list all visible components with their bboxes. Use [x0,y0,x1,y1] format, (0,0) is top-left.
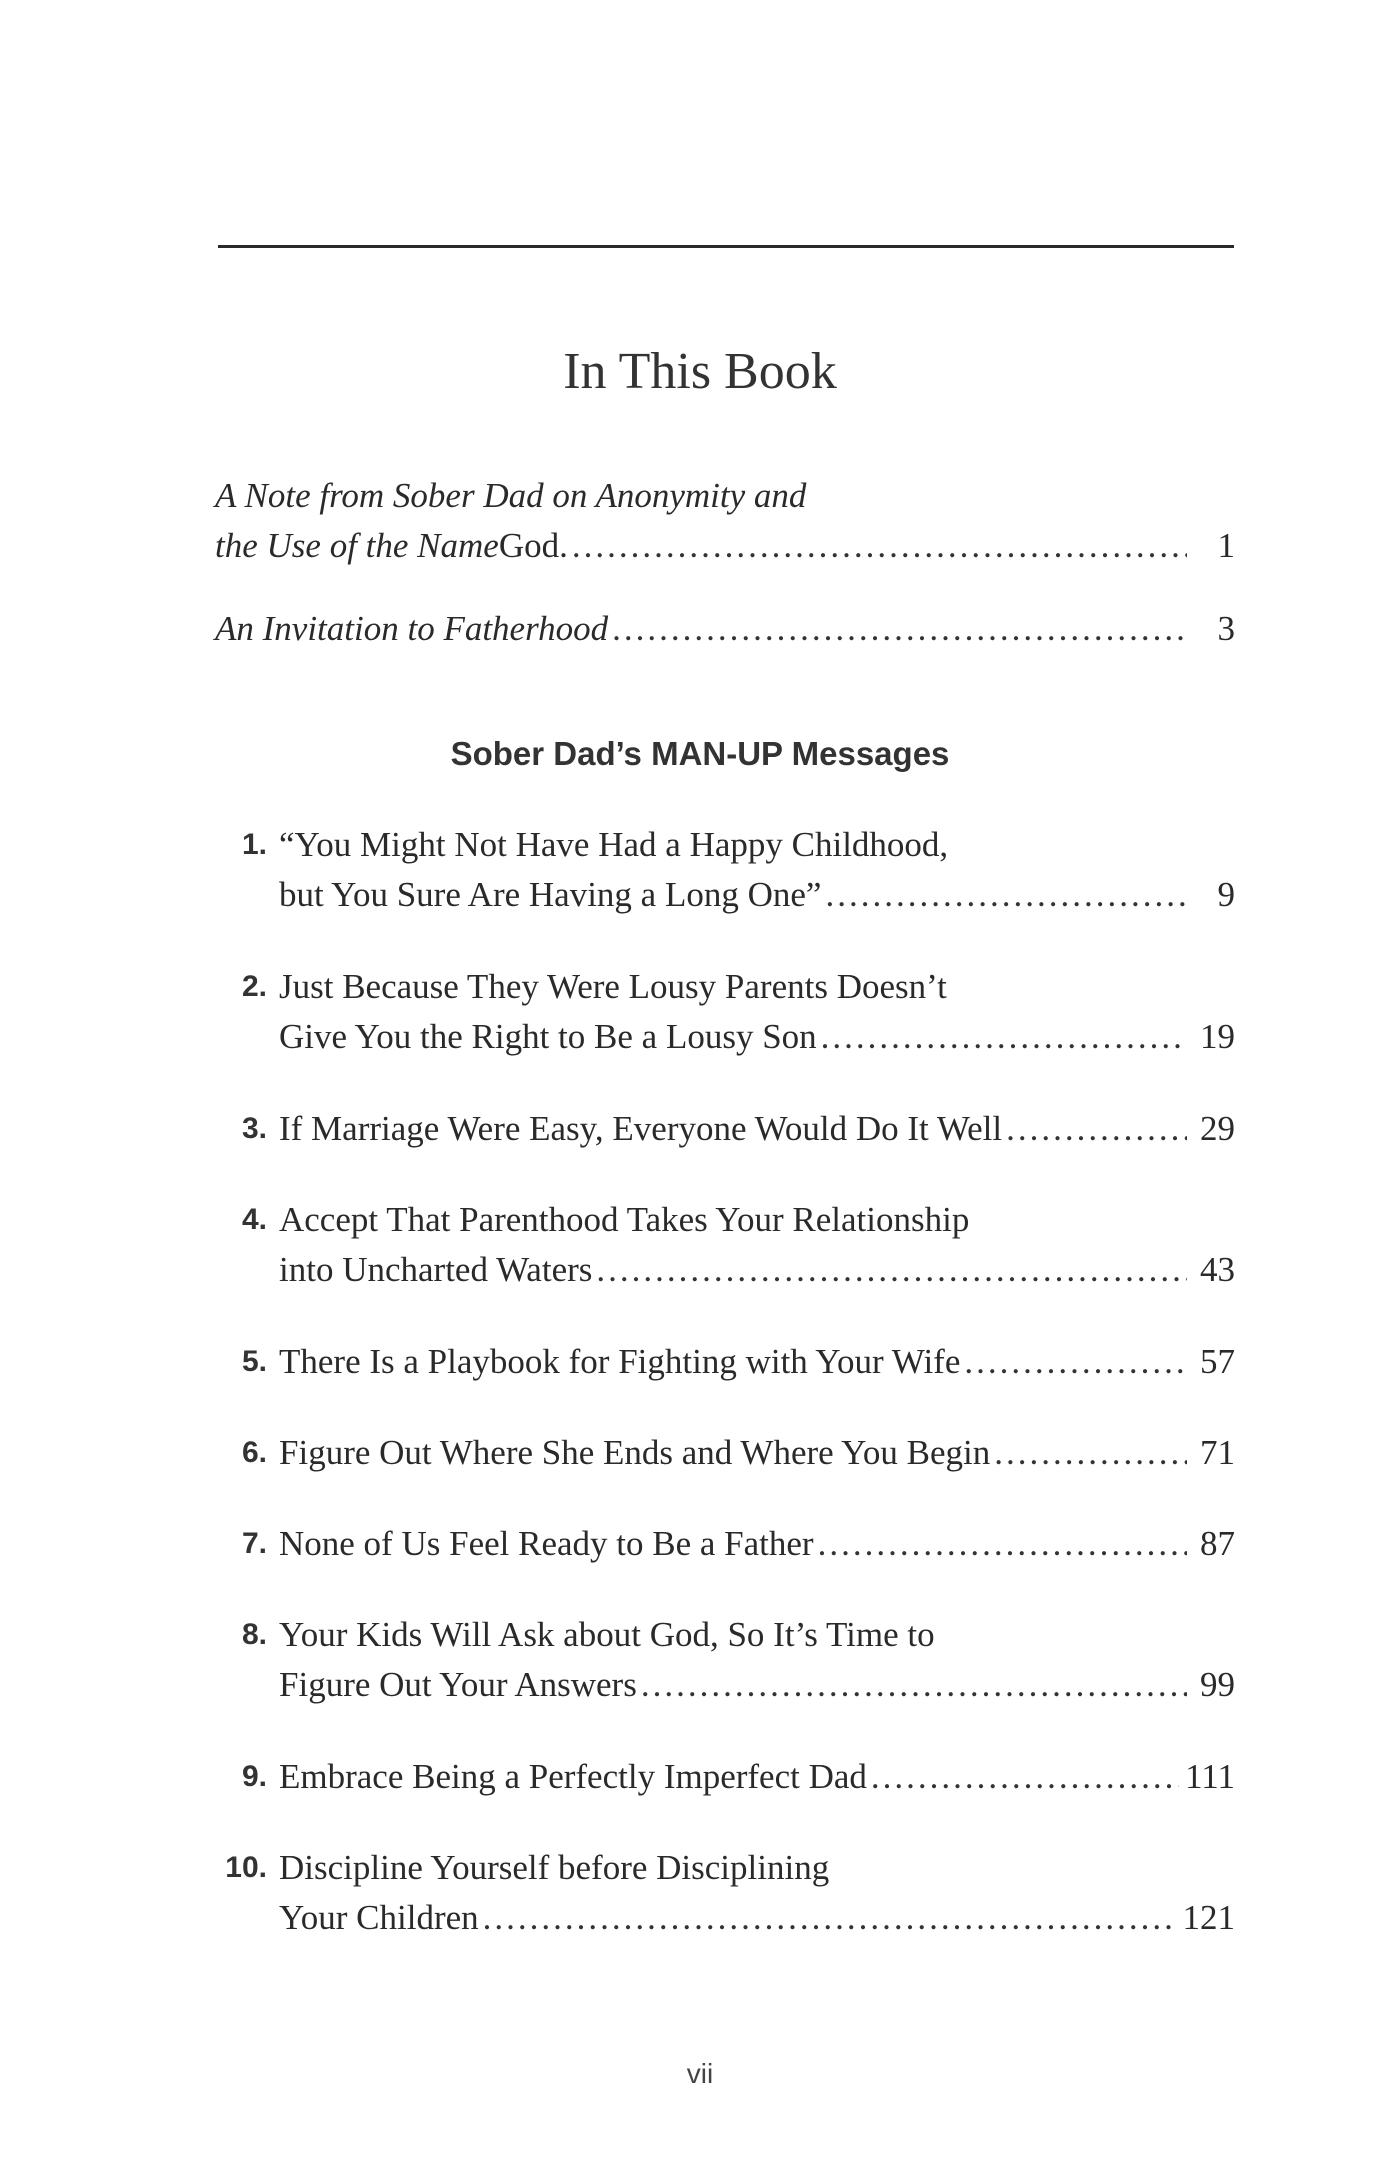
toc-entry-line [279,1893,1235,1943]
toc-entry-line [279,1752,1235,1802]
chapter-title-continued: Give You the Right to Be a Lousy Son [279,1017,817,1056]
toc-chapter-6[interactable] [210,1428,1235,1478]
dot-leader [641,1660,1187,1710]
dot-leader [821,1012,1187,1062]
chapter-body [279,1610,1235,1710]
toc-entry-line [279,1519,1235,1569]
chapter-number: 7. [241,1527,267,1560]
page-title: In This Book [563,343,837,400]
toc-entry-line [279,1610,1235,1660]
chapter-body [279,820,1235,920]
chapter-number: 6. [241,1436,267,1469]
toc-chapter-1[interactable] [210,820,1235,920]
dot-leader [572,521,1187,571]
toc-chapter-5[interactable] [210,1337,1235,1387]
chapter-number: 8. [241,1618,267,1651]
toc-entry-line [279,1245,1235,1295]
toc-page-number: 87 [1200,1524,1235,1563]
chapter-title: Discipline Yourself before Disciplining [279,1848,830,1887]
toc-chapter-2[interactable] [210,962,1235,1062]
toc-entry-title-roman: God. [498,526,568,565]
toc-entry-line [279,962,1235,1012]
chapter-title: Just Because They Were Lousy Parents Doesn’t [279,967,947,1006]
dot-leader [994,1428,1187,1478]
toc-page-number: 19 [1200,1017,1235,1056]
toc-page-number: 121 [1182,1898,1235,1937]
toc-entry-line [279,1012,1235,1062]
chapter-title-continued: Your Children [279,1898,479,1937]
toc-entry-line [215,471,1235,521]
toc-entry-line [279,1337,1235,1387]
chapter-title: There Is a Playbook for Fighting with Your Wife [279,1342,961,1381]
chapter-number: 1. [241,828,267,861]
chapter-title: Accept That Parenthood Takes Your Relationship [279,1200,970,1239]
chapter-title: Figure Out Where She Ends and Where You Begin [279,1433,991,1472]
dot-leader [483,1893,1177,1943]
chapter-body [279,1843,1235,1943]
chapter-body [279,962,1235,1062]
chapter-number: 5. [241,1345,267,1378]
toc-entry-title-continued: the Use of the Name [215,526,499,565]
chapter-number: 2. [241,970,267,1003]
chapter-title: “You Might Not Have Had a Happy Childhood, [279,825,949,864]
chapter-body [279,1337,1235,1387]
page-folio: vii [686,2058,714,2089]
chapter-body [279,1519,1235,1569]
dot-leader [596,1245,1187,1295]
chapter-number: 3. [241,1112,267,1145]
toc-entry-title: A Note from Sober Dad on Anonymity and [215,476,807,515]
chapter-title: Your Kids Will Ask about God, So It’s Time to [279,1615,935,1654]
chapter-body [279,1104,1235,1154]
chapter-title-continued: into Uncharted Waters [279,1250,593,1289]
toc-page-number: 111 [1185,1757,1235,1796]
toc-entry-line [279,1843,1235,1893]
toc-chapter-10[interactable] [210,1843,1235,1943]
dot-leader [964,1337,1187,1387]
section-heading: Sober Dad’s MAN-UP Messages [450,735,950,772]
toc-chapter-3[interactable] [210,1104,1235,1154]
chapter-title: None of Us Feel Ready to Be a Father [279,1524,814,1563]
toc-chapter-8[interactable] [210,1610,1235,1710]
toc-chapter-7[interactable] [210,1519,1235,1569]
toc-page-number: 99 [1200,1665,1235,1704]
chapter-number: 9. [241,1760,267,1793]
toc-chapter-9[interactable] [210,1752,1235,1802]
toc-entry-line [279,1195,1235,1245]
toc-entry-line [215,604,1235,654]
dot-leader [818,1519,1187,1569]
dot-leader [871,1752,1179,1802]
toc-entry-title: An Invitation to Fatherhood [215,609,609,648]
toc-page-number: 71 [1200,1433,1235,1472]
chapter-title: Embrace Being a Perfectly Imperfect Dad [279,1757,867,1796]
toc-page-number: 57 [1200,1342,1235,1381]
toc-page-number: 3 [1217,609,1235,648]
dot-leader [612,604,1187,654]
toc-chapter-4[interactable] [210,1195,1235,1295]
toc-entry-line [279,870,1235,920]
chapter-title-continued: Figure Out Your Answers [279,1665,637,1704]
chapter-body [279,1428,1235,1478]
chapter-title-continued: but You Sure Are Having a Long One” [279,875,822,914]
chapter-number: 10. [225,1851,267,1884]
toc-entry-line [279,820,1235,870]
toc-page-number: 9 [1217,875,1235,914]
chapter-number: 4. [241,1203,267,1236]
toc-entry-line [215,521,1235,571]
toc-entry-line [279,1660,1235,1710]
top-rule [218,245,1234,248]
chapter-body [279,1195,1235,1295]
toc-page-number: 1 [1217,526,1235,565]
dot-leader [825,870,1187,920]
chapter-title: If Marriage Were Easy, Everyone Would Do It Well [279,1109,1003,1148]
dot-leader [1006,1104,1187,1154]
toc-page-number: 29 [1200,1109,1235,1148]
toc-entry-line [279,1428,1235,1478]
chapter-body [279,1752,1235,1802]
toc-entry-line [279,1104,1235,1154]
toc-entry-anonymity-note[interactable] [215,471,1235,571]
toc-page-number: 43 [1200,1250,1235,1289]
toc-entry-invitation[interactable] [215,604,1235,654]
